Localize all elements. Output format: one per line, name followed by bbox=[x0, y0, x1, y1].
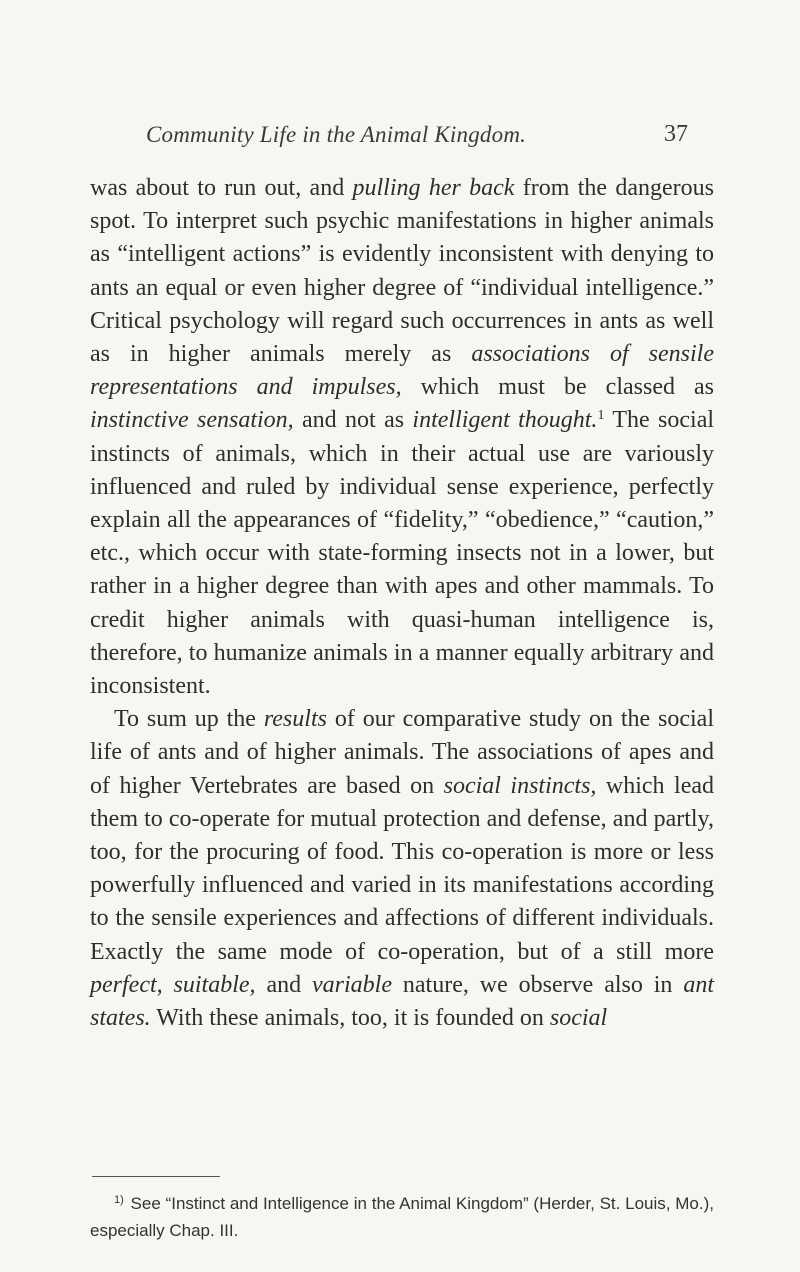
p2-text-c: of our comparative study on the social life of ants and of higher animals. The associations of apes and of higher Vertebrates are based on bbox=[90, 706, 714, 799]
footnote bbox=[90, 1190, 714, 1244]
p1-text-c: from the dangerous spot. To interpret such psychic manifestations in higher animals as “intelligent actions” is evidently inconsistent with denying to ants an equal or even higher degree of “individual intelligence.” Critical psychology will regard such occurrences in ants as well as in higher animals merely as bbox=[90, 175, 715, 368]
p1-text-i: The social instincts of animals, which in their actual use are variously influenced and ruled by individual sense experience, perfectly explain all the appearances of “fidelity,” “obedience,” “caution,” etc., which occur with state-forming insects not in a lower, but rather in a higher degree than with apes and other mammals. To credit higher animals with quasi-human intelligence is, therefore, to humanize animals in a manner equally arbitrary and inconsistent. bbox=[90, 407, 715, 700]
p2-text-e: which lead them to co-operate for mutual protection and defense, and partly, too, for the procuring of food. This co-operation is more or less powerfully influenced and varied in its manifestations according to the sensile experiences and affections of different individuals. Exactly the same mode of co-operation, but of a still more bbox=[90, 772, 714, 965]
running-title: Community Life in the Animal Kingdom. bbox=[146, 122, 527, 147]
footnote-paragraph bbox=[90, 1190, 714, 1244]
footnote-reference: 1 bbox=[597, 408, 605, 424]
p2-emphasis-results: results bbox=[263, 706, 327, 733]
p1-text-a: was about to run out, and bbox=[90, 175, 353, 201]
page-number: 37 bbox=[664, 121, 688, 147]
running-head bbox=[146, 122, 688, 152]
p2-text-a: To sum up the bbox=[114, 706, 264, 733]
p2-text-g: and bbox=[255, 971, 313, 998]
p1-emphasis-instinctive-sensation: instinctive sensation, bbox=[90, 407, 294, 434]
p2-text-k: With these animals, too, it is founded on bbox=[150, 1005, 550, 1032]
body-text bbox=[90, 172, 714, 1035]
p1-emphasis-intelligent-thought: intelligent thought. bbox=[412, 407, 598, 434]
p1-emphasis-associations: associations of sensile representations and impulses, bbox=[90, 341, 714, 401]
paragraph-1 bbox=[90, 172, 714, 703]
paragraph-2 bbox=[90, 703, 714, 1035]
footnote-marker: 1) bbox=[114, 1194, 124, 1206]
p1-text-g: and not as bbox=[293, 407, 413, 434]
p2-emphasis-social: social bbox=[549, 1005, 608, 1032]
p2-emphasis-perfect-suitable: perfect, suitable, bbox=[90, 971, 256, 998]
p1-text-e: which must be classed as bbox=[401, 374, 714, 401]
footnote-divider bbox=[92, 1176, 220, 1177]
p2-emphasis-ant-states: ant states. bbox=[90, 971, 715, 1032]
p2-emphasis-social-instincts: social instincts, bbox=[443, 772, 597, 799]
p2-emphasis-variable: variable bbox=[312, 971, 392, 998]
p1-emphasis-pulling-her-back: pulling her back bbox=[352, 175, 515, 201]
p2-text-i: nature, we observe also in bbox=[392, 971, 684, 998]
footnote-text: See “Instinct and Intelligence in the Animal Kingdom” (Herder, St. Louis, Mo.), especially Chap. III. bbox=[90, 1194, 714, 1240]
